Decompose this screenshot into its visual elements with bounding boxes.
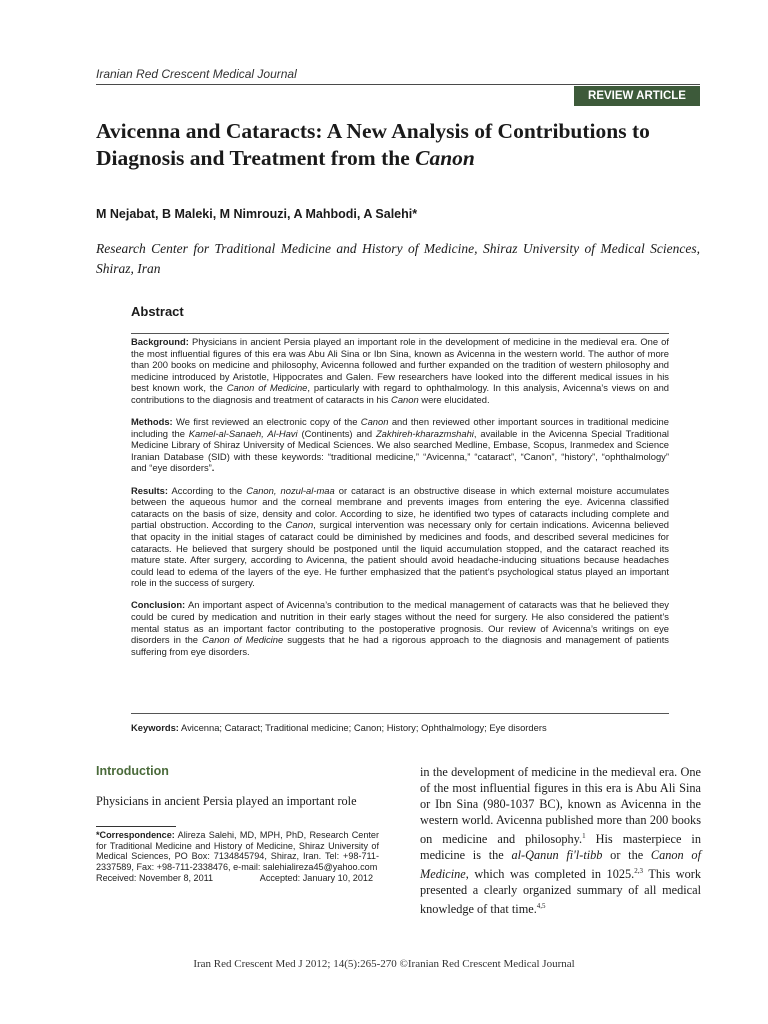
methods-text-2: and then reviewed other important sources in traditional medicine including the: [131, 416, 669, 439]
introduction-heading: Introduction: [96, 764, 169, 778]
conclusion-italic: Canon of Medicine: [202, 634, 284, 646]
results-italic-2: Canon: [285, 519, 314, 531]
citation-3: 4,5: [536, 902, 546, 911]
background-text-2: , particularly with regard to ophthalmology. In this analysis, Avicenna’s views on and contributions to the diagnosis and treatment of cataracts in his: [131, 382, 669, 405]
article-type-badge: REVIEW ARTICLE: [574, 86, 700, 106]
title-main: Avicenna and Cataracts: A New Analysis of Contributions to Diagnosis and Treatment from the: [96, 119, 650, 170]
correspondence-text: Alireza Salehi, MD, MPH, PhD, Research Center for Traditional Medicine and History of Medicine, Shiraz University of Medical Sciences, PO Box: 7134845794, Shiraz, Iran. Tel: +98-711-2337589, Fax: +98-711-2338476, e-mail: salehialireza45@yahoo.com: [96, 830, 379, 873]
methods-period: .: [211, 462, 215, 474]
dates-row: [96, 873, 379, 884]
abstract-body: [131, 336, 669, 657]
abstract-bottom-rule: [131, 713, 669, 714]
correspondence: [96, 830, 379, 884]
results-label: Results:: [131, 484, 168, 496]
intro-italic-1: al-Qanun fi'l-tibb: [511, 848, 603, 863]
correspondence-body: [96, 830, 379, 873]
methods-text-4: , available in the Avicenna Special Traditional Medicine Library of Shiraz University of Medical Sciences. We also searched Medline, Embase, Scopus, Iranmedex and Science Iranian Database (SID) with these keywords: “traditional medicine,” “Avicenna,” “cataract”, “Canon”, “history”, “ophthalmology” and “eye disorders”: [131, 427, 669, 474]
methods-label: Methods:: [131, 416, 173, 428]
methods-italic-3: Zakhireh-kharazmshahi: [375, 427, 474, 439]
affiliation: Research Center for Traditional Medicine and History of Medicine, Shiraz University of Medical Sciences, Shiraz, Iran: [96, 241, 700, 276]
keywords: [131, 722, 669, 733]
introduction-left-text: Physicians in ancient Persia played an important role: [96, 794, 357, 808]
accepted-date: Accepted: January 10, 2012: [259, 872, 373, 883]
results-italic-1: Canon, nozul-al-maa: [246, 484, 335, 496]
footnote-rule: [96, 826, 176, 827]
background-italic-2: Canon: [391, 393, 419, 405]
intro-text-4: , which was completed in 1025.: [465, 867, 635, 882]
methods-italic-1: Canon: [360, 416, 389, 428]
citation-2: 2,3: [634, 867, 643, 876]
conclusion-label: Conclusion:: [131, 599, 186, 611]
conclusion-text-2: suggests that he had a rigorous approach to the diagnosis and management of patients suffering from eye disorders.: [131, 634, 669, 657]
intro-italic-2: Canon of Medicine: [420, 848, 701, 882]
results-text-2: or cataract is an obstructive disease in which external moisture accumulates between the aqueous humor and the corneal membrane and prevents images from entering the eye. Avicenna classified cataracts on the basis of size, density and color. According to size, he identified two types of cataracts including complete and partial obstruction. According to the: [131, 484, 670, 531]
background-italic-1: Canon of Medicine: [226, 382, 308, 394]
background-text: Physicians in ancient Persia played an important role in the development of medicine in the medieval era. One of the most influential figures of this era was Abu Ali Sina or Ibn Sina, known as Avicenna in the western world. The author of more than 200 books on medicine and philosophy, Avicenna followed and further expanded on the tradition of western philosophy and medicine introduced by Aristotle, Hippocrates and Galen. Few researchers have looked into the different medical issues in his best known work, the: [131, 336, 669, 394]
abstract-background: [131, 336, 669, 406]
introduction-right-column: [420, 764, 701, 917]
keywords-text: Avicenna; Cataract; Traditional medicine; Canon; History; Ophthalmology; Eye disorders: [178, 722, 547, 733]
authors: M Nejabat, B Maleki, M Nimrouzi, A Mahbodi, A Salehi*: [96, 207, 418, 221]
methods-text-3: (Continents) and: [297, 427, 376, 439]
intro-text-2: His masterpiece in medicine is the: [420, 832, 701, 863]
journal-name: Iranian Red Crescent Medical Journal: [96, 67, 297, 81]
intro-text-1: in the development of medicine in the medieval era. One of the most influential figures in this era is Abu Ali Sina or Ibn Sina (980-1037 BC), known as Avicenna in the western world. Avicenna published more than 200 books on medicine and philosophy.: [420, 765, 701, 847]
background-text-3: were elucidated.: [418, 393, 490, 405]
methods-text: We first reviewed an electronic copy of the: [172, 416, 361, 428]
results-text-3: , surgical intervention was necessary only for certain indications. Avicenna believed that opacity in the initial stages of cataract could be diminished by medicines and foods, and described several medicines for cataracts. He believed that surgery should be postponed until the liquid accumulation stopped, and the cataract reached its mature state. After surgery, according to Avicenna, the patient should avoid headache-inducing situations because headaches could lead to edema of the layers of the eye. He further emphasized that the patient’s psychological status played an important role in the success of surgery.: [131, 519, 669, 589]
keywords-label: Keywords:: [131, 722, 179, 733]
page-footer: Iran Red Crescent Med J 2012; 14(5):265-270 ©Iranian Red Crescent Medical Journal: [193, 958, 575, 970]
correspondence-label: *Correspondence:: [96, 830, 175, 840]
conclusion-text: An important aspect of Avicenna’s contribution to the medical management of cataracts was that he believed they could be cured by medication and nutrition in their early stages without the need for surgery. He also considered the patient’s mental status as an important factor contributing to the postoperative prognosis. Our review of Avicenna’s writings on eye disorders in the: [131, 599, 669, 646]
article-title: [96, 118, 706, 172]
intro-text-3: or the: [602, 848, 651, 863]
header-rule: [96, 84, 700, 85]
received-date: Received: November 8, 2011: [96, 872, 214, 883]
title-italic: Canon: [415, 146, 475, 170]
abstract-top-rule: [131, 333, 669, 334]
results-text: According to the: [168, 484, 247, 496]
intro-paragraph: [420, 764, 701, 917]
abstract-conclusion: [131, 599, 669, 657]
methods-italic-2: Kamel-al-Sanaeh, Al-Havi: [188, 427, 298, 439]
intro-text-5: This work presented a clearly organized summary of all medical knowledge of that time.: [420, 867, 702, 917]
abstract-methods: [131, 416, 669, 474]
background-label: Background:: [131, 336, 189, 347]
citation-1: 1: [582, 832, 586, 840]
abstract-results: [131, 485, 669, 589]
abstract-heading: Abstract: [131, 304, 184, 319]
